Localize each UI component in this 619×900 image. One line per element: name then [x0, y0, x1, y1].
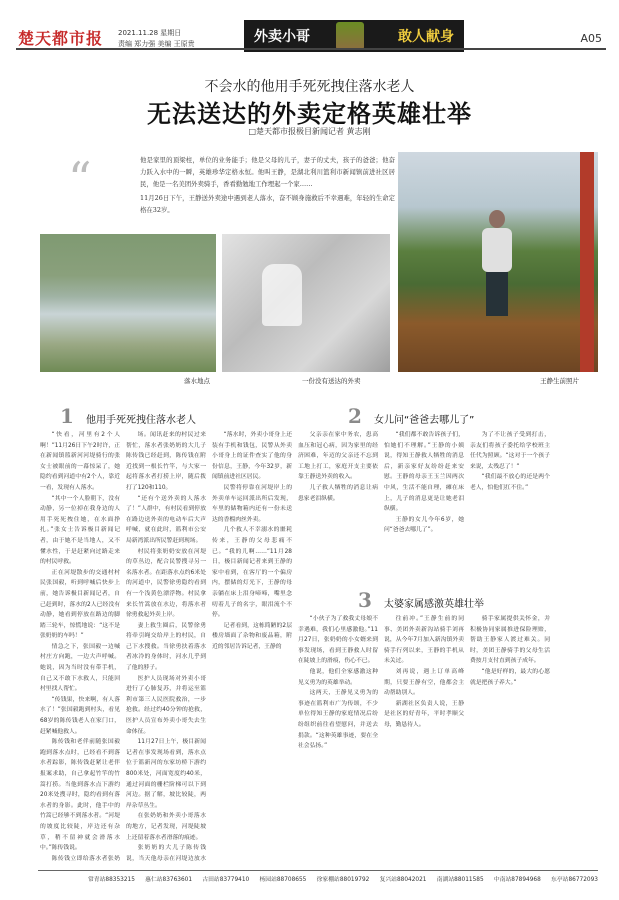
- footer-contact: 杨园站88708655: [259, 877, 307, 883]
- body-paragraph: 往前冲。”王静生前的同事、美团外卖新沟站骑手刘再说，从今年7月加入新沟镇外卖骑手行列以来，王静的手机从未关过。: [384, 616, 464, 665]
- footer-contact: 中南站87894968: [493, 877, 541, 883]
- footer-contact: 徐家棚站88019792: [316, 877, 370, 883]
- person-figure: [480, 210, 514, 330]
- editor-credits: 责编 郑力强 美编 王原贵: [118, 40, 195, 48]
- footer-contact: 古田站83779410: [202, 877, 250, 883]
- body-paragraph: 民警将停靠在河堤岸上的外卖单车运回派出所后发现，车里的储物箱内还有一份未送达的香榴肉丝外卖。: [212, 484, 292, 523]
- lead-paragraph: 他是家里的顶梁柱，单位的业务能手；他是父母的儿子，妻子的丈夫，孩子的爸爸；他奋力跃入水中的一瞬，英雄珍华定格永恒。他叫王静，是湖北利川篮利市新闻镇前进社区居民，他是一名美团外卖骑手，香看勤勉地工作埋起一个家……: [140, 156, 395, 188]
- article-byline: □楚天都市报极目新闻记者 黄志刚: [248, 127, 371, 136]
- body-paragraph: “我们最不放心的还是两个老人，怕他们扛不住。”: [470, 474, 550, 491]
- body-paragraph: 记者看到，这栋简陋的2层楼房墙面了杂物和废品箱，附近的邻居告诉记者，王静的: [212, 622, 292, 650]
- body-paragraph: 父亲亲在家中务农，患高血压和冠心病，因为家里的经济困难，年迈的父亲还不忘到工地上打工，家庭开支主要依靠王静送外卖的收入。: [298, 432, 378, 481]
- body-paragraph: 妻上救生圈后，民警徐勇将牵引绳交给岸上的村民，自己下水搜救。当徐勇扶着落水者冰冷的身体时，河水几乎到了他的脖子。: [126, 622, 206, 672]
- footer-contact: 复兴站88042021: [379, 877, 427, 883]
- body-paragraph: 新湖社区负责人说，王静是社区的好青年，平时孝顺父母，勤恳待人。: [384, 700, 464, 728]
- section-number: 1: [60, 404, 74, 428]
- photo-caption: 王静生前照片: [540, 377, 579, 385]
- body-paragraph: 骑手家属提供关怀金，并积极协同家属推进保险理赔，帮助王静家人渡过难关。同时，美团王静骑手的父母生活费按月支付直到孩子成年。: [470, 616, 550, 665]
- masthead: [16, 18, 606, 66]
- body-paragraph: “还有个送外卖的人落水了！”人群中，有村民看到停放在路边送外卖的电动车后大声呼喊，就在此时，篮利市公安局新湾派出所民警赶到现场。: [126, 495, 206, 544]
- body-paragraph: “我们都不敢告诉孩子们，怕她们不理解。”王静的小姨说，得知王静救人牺牲的消息后，新亲家好友纷纷赶来安慰。王静的母亲王玉兰因两次中风，生活不能自理，瘫在床上，儿子的消息更是让她老泪纵横。: [384, 432, 464, 513]
- text-column: [126, 430, 206, 862]
- section-title: 他用手死死拽住落水老人: [86, 415, 196, 426]
- distribution-footer: [88, 874, 598, 883]
- article-headline: 无法送达的外卖定格英雄壮举: [147, 100, 472, 128]
- footer-contact: 惠仁站83763601: [145, 877, 193, 883]
- footer-contact: 南湖站88011585: [436, 877, 484, 883]
- body-paragraph: 正在河堤散步的交通村村民张国毅，听到呼喊后快步上前，她告诉极目新闻记者，自己赶到时，落水的2人已经没有动静，她看到停放在路边的脚踏三轮车，惊慌地说：“这不是张奶奶的车吗！”: [40, 569, 120, 640]
- text-column: [470, 430, 550, 586]
- photo-hero-portrait: [398, 152, 598, 372]
- takeout-bag-image: [262, 264, 302, 326]
- body-paragraph: 儿子救人牺牲的消息让病患家老泪纵横。: [298, 484, 378, 502]
- body-paragraph: “快看，河里有2个人啊！”11月26日下午2时许，正在新闻镇篮新河河堤骑行的张女士被眼前的一幕惊呆了，她隐约看到河道中有2个人，靠近一看，发现有人落水。: [40, 432, 120, 491]
- text-column: [298, 430, 378, 586]
- section-title: 女儿问“爸爸去哪儿了”: [374, 415, 475, 426]
- body-paragraph: 王静的女儿今年6岁，她问“爸爸去哪儿了”。: [384, 516, 464, 534]
- issue-date: 2021.11.28 星期日: [118, 29, 182, 37]
- text-column: [212, 430, 292, 862]
- body-paragraph: 陈传钱立即给落水者张奶: [51, 855, 120, 862]
- section-number: 2: [348, 404, 362, 428]
- photo-undelivered-food: [222, 234, 390, 372]
- body-paragraph: “传钱果，快来啊，有人落水了！”张国毅跑到村头，看见68岁的陈传钱老人在家门口，赶紧喊他救人。: [40, 696, 120, 735]
- body-paragraph: 这两天，王静见义勇为的事迹在篮利市广为传颂，不少单位得知王静的家庭情况后纷纷组织前往看望慰问，并送去捐款。“这种英雄事迹，要在全社会弘扬。”: [298, 690, 378, 750]
- section-title: 太婆家属感激英雄壮举: [384, 599, 484, 610]
- body-paragraph: 11月27日上午，极目新闻记者在事发现场看到，落水点位于篮新河的东家坊桥下游约800米处，河面宽度约40米，通过河面的栅栏阶梯可以下到河边。据了解，坡比较陡，两岸杂草丛生。: [126, 739, 206, 809]
- photo-caption: 落水地点: [184, 377, 210, 385]
- body-paragraph: 在张奶奶和外卖小哥落水的地方，记者发现，河堤陡坡上还留着落水者滑落的痕迹。: [126, 813, 206, 841]
- quote-mark-icon: “: [68, 152, 92, 206]
- body-paragraph: 医护人员现场对外卖小哥进行了心肺复苏，并将运至篮利市第三人民医院救治，一步抢救。经过约40分钟的抢救，医护人员宣布外卖小哥失去生命体征。: [126, 675, 206, 735]
- newspaper-page: [8, 8, 611, 892]
- text-column: [384, 430, 464, 586]
- footer-divider: [38, 870, 598, 871]
- text-column: [470, 614, 550, 862]
- header-divider: [16, 48, 606, 50]
- text-column: [298, 614, 378, 862]
- newspaper-logo: 楚天都市报: [18, 29, 104, 48]
- text-column: [384, 614, 464, 862]
- red-pillar: [580, 152, 594, 372]
- banner-portrait-image: [336, 22, 364, 50]
- article-lead: [140, 154, 395, 216]
- body-paragraph: 为了不让孩子受到打击，亲友们将孩子委托给学校班主任代为照顾。“这对于一个孩子来说，太残忍了！”: [470, 432, 550, 470]
- body-paragraph: 场。闻讯赶来的村民过来帮忙，落水者张奶奶的大儿子陈传钱已经赶到，陈传钱在附近找到一根长竹竿，与大家一起将落水者打捞上岸，随后拨打了120和110。: [126, 432, 206, 491]
- photo-caption: 一份没有送达的外卖: [302, 377, 361, 385]
- text-column: [40, 430, 120, 862]
- body-paragraph: 村民将张奶奶安放在河堤的草丛边，配合民警搜寻另一名落水者。在距落水点约6米处的河道中，民警徐勇隐约看到有一个浅黄色漂浮物。村民拿来长竹篙放在水边，将落水者徐勇救起外卖上岸。: [126, 548, 206, 619]
- footer-contact: 东亭站86772093: [551, 877, 598, 883]
- body-paragraph: “其中一个人脸朝下，没有动静，另一位掉在我身边的人用手死死拽住她，在水面挣扎。”张女士告诉极目新闻记者，由于她不是当地人，又不懂水性，于是赶紧向过路走来的村民呼救。: [40, 495, 120, 566]
- body-paragraph: 几个救人不幸溺水的噩耗传来，王静的父母悲痛不已。“我的儿啊……”11月28日，极目新闻记者来到王静的家中看到，在客厅的一个偏房内，摆储的灯光下，王静的母亲躺在床上泪身啼啼，嘴里念叨着儿子的名字，眼泪流个不停。: [212, 527, 292, 619]
- body-paragraph: “小伙子为了救我丈母娘不幸遇难，我们心里感激他。”11月27日，张奶奶的小女婿来到事发现场，看到王静救人时留在陡坡上的滑痕，伤心不已。: [298, 616, 378, 665]
- footer-contact: 常青站88353215: [88, 877, 135, 883]
- body-paragraph: 陈传钱和老伴前随张国毅跑到落水点时，已经看不到落水者踪影，陈传钱赶紧让老伴报案求助，自己拿起竹竿的竹篙打捞。当他到落水点下游约20米处搜寻时，隐约看到有落水者的身影。此时，他手中的竹篙已经够不到落水者。“河堤的坡度比较陡，岸边还有杂草，稍不留神就会滑落水中。”陈传钱说。: [40, 739, 120, 852]
- banner-title-right: 敢人献身: [398, 29, 454, 45]
- body-paragraph: “他是好样的，最大的心愿就是把孩子养大。”: [470, 668, 550, 686]
- banner-title-left: 外卖小哥: [254, 29, 310, 45]
- lead-paragraph: 11月26日下午，王静送外卖途中遇到老人落水，奋不顾身施救后不幸遇难，年轻的生命定格在32岁。: [140, 194, 395, 214]
- body-paragraph: 他说，他们全家感激这种见义勇为的英雄举动。: [298, 668, 378, 686]
- section-number: 3: [358, 588, 372, 612]
- body-paragraph: “落水时，外卖小哥身上还装有手机和钱包，民警从外卖小哥身上的证件查实了他的身份信息，王静，今年32岁，新闻镇前进社区居民。: [212, 432, 292, 481]
- body-paragraph: 情急之下，张国毅一边喊村庄方向跑，一边大声呼喊。她说，因为当时没有带手机，自己又不敢下水救人，只能回村里找人帮忙。: [40, 643, 120, 693]
- article-subhead: 不会水的他用手死死拽住落水老人: [204, 79, 415, 95]
- body-paragraph: 张奶奶的大儿子陈传钱说，当天他母亲在河堤边放水: [126, 845, 206, 862]
- photo-river-scene: [40, 234, 216, 372]
- page-number: A05: [580, 32, 602, 45]
- body-paragraph: 刘再说，遇上订单高峰期，只要王静有空，他都会主动帮助别人。: [384, 668, 464, 697]
